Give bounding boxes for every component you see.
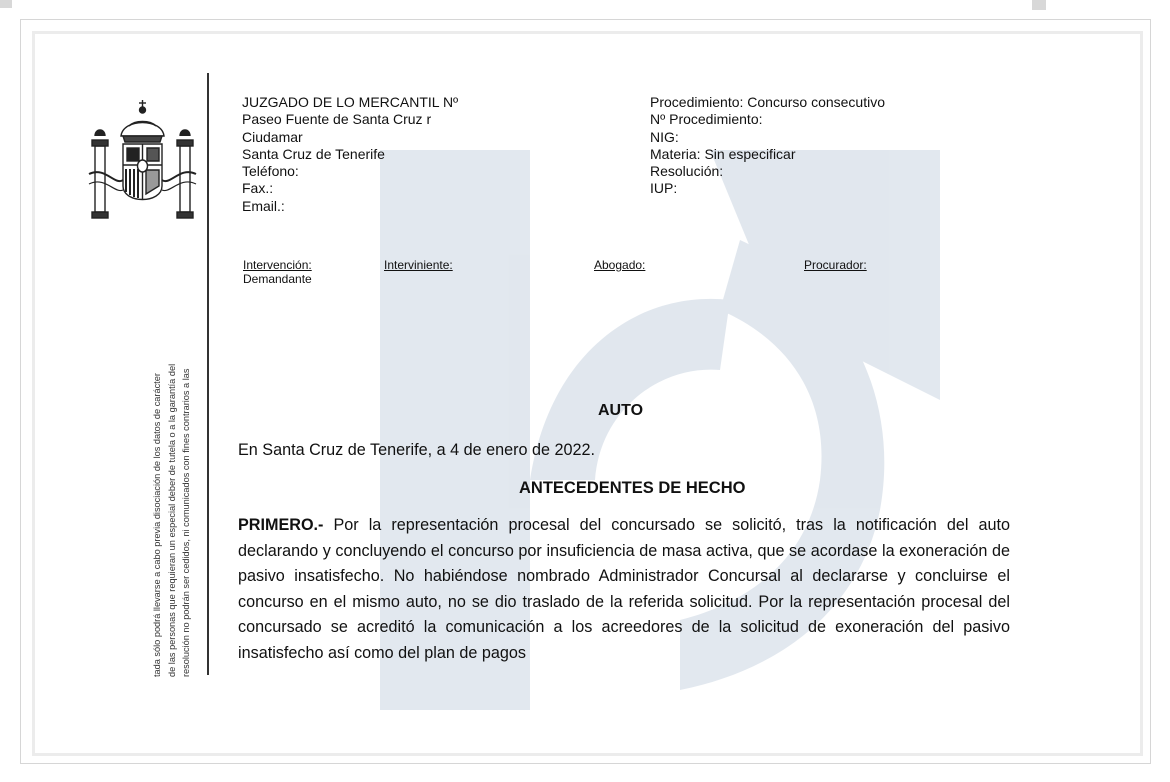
court-fax: Fax.: — [242, 180, 274, 197]
court-address-line-1: Paseo Fuente de Santa Cruz r — [242, 111, 432, 128]
iup: IUP: — [650, 180, 678, 197]
lawyer-label: Abogado: — [594, 258, 646, 272]
side-notice-line-1: tada sólo podrá llevarse a cabo previa disociación de los datos de carácter — [152, 373, 162, 677]
court-name: JUZGADO DE LO MERCANTIL Nº — [242, 94, 459, 110]
first-paragraph-text: Por la representación procesal del concursado se solicitó, tras la notificación del auto declarando y concluyendo el concurso por insuficiencia de masa activa, que se acordase la exoneración de pasivo insatisfecho. No habiéndose nombrado Administrador Concursal al declararse y concluirse el concurso en el mismo auto, no se dio traslado de la referida solicitud. Por la representación procesal del concursado se acreditó la comunicación a los acreedores de la solicitud de exoneración del pasivo insatisfecho así como del plan de pagos — [238, 516, 1010, 662]
intervention-value: Demandante — [243, 272, 312, 286]
header-divider-line — [207, 73, 209, 675]
court-info-block — [242, 94, 458, 215]
side-notice-line-2: de las personas que requieran un especial deber de tutela o a la garantía del — [166, 363, 177, 677]
party-intervener — [384, 258, 453, 272]
procedure-info-block — [650, 94, 885, 198]
resolution: Resolución: — [650, 163, 724, 180]
court-email: Email.: — [242, 197, 285, 214]
procedure-number: Nº Procedimiento: — [650, 111, 763, 128]
intervention-label: Intervención: — [243, 258, 312, 272]
first-paragraph-lead: PRIMERO.- — [238, 516, 324, 534]
court-phone: Teléfono: — [242, 163, 299, 180]
procedure-type: Procedimiento: Concurso consecutivo — [650, 94, 886, 110]
party-intervention — [243, 258, 312, 286]
subject-matter: Materia: Sin especificar — [650, 145, 796, 162]
court-address-line-2: Ciudamar — [242, 128, 303, 145]
nig: NIG: — [650, 128, 679, 145]
party-attorney — [804, 258, 867, 272]
section-title: ANTECEDENTES DE HECHO — [519, 479, 746, 497]
attorney-label: Procurador: — [804, 258, 867, 272]
party-lawyer — [594, 258, 645, 272]
document-title: AUTO — [598, 402, 644, 419]
intervener-label: Interviniente: — [384, 258, 453, 272]
corner-mark-left — [0, 0, 12, 8]
place-and-date: En Santa Cruz de Tenerife, a 4 de enero de 2022. — [238, 441, 595, 459]
side-notice-line-3: resolución no podrán ser cedidos, ni comunicados con fines contrarios a las — [181, 368, 191, 677]
side-legal-notice — [150, 277, 194, 677]
corner-mark-right — [1032, 0, 1046, 10]
court-city: Santa Cruz de Tenerife — [242, 145, 385, 162]
first-paragraph — [238, 513, 1010, 667]
spain-coat-of-arms-icon — [85, 96, 200, 221]
